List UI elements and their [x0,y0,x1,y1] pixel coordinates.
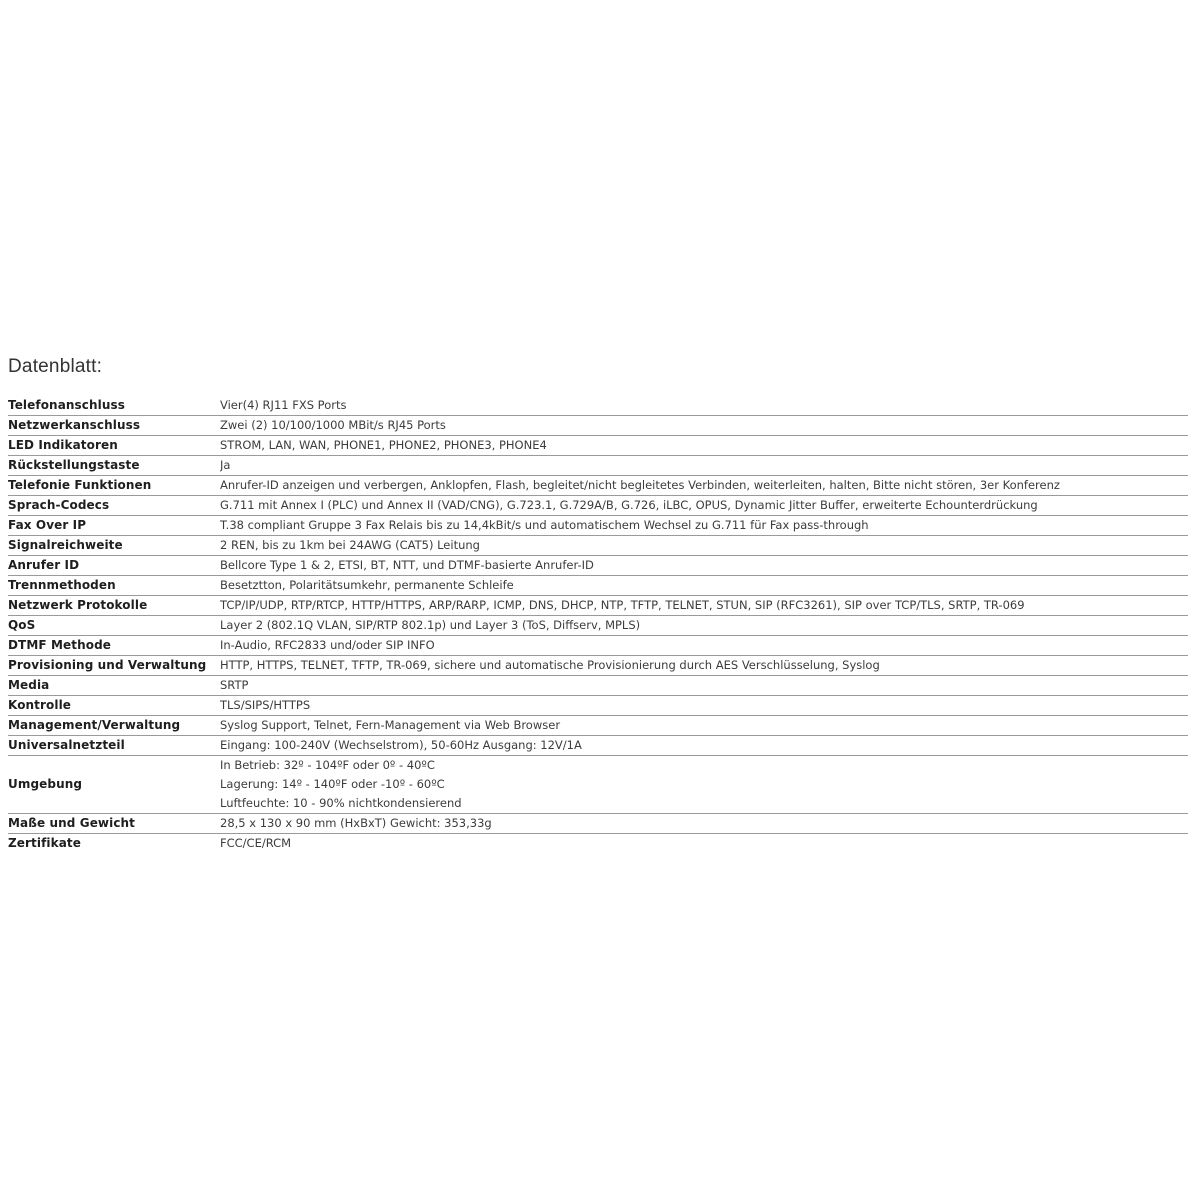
spec-value: 28,5 x 130 x 90 mm (HxBxT) Gewicht: 353,33g [220,814,1188,834]
spec-label: Sprach-Codecs [8,496,220,516]
spec-value: Zwei (2) 10/100/1000 MBit/s RJ45 Ports [220,416,1188,436]
spec-label: Kontrolle [8,696,220,716]
spec-value: SRTP [220,676,1188,696]
spec-label: DTMF Methode [8,636,220,656]
spec-value: HTTP, HTTPS, TELNET, TFTP, TR-069, sichere und automatische Provisionierung durch AES Verschlüsselung, Syslog [220,656,1188,676]
spec-row-signalreichweite [8,536,1188,556]
spec-value: T.38 compliant Gruppe 3 Fax Relais bis zu 14,4kBit/s und automatischem Wechsel zu G.711 für Fax pass-through [220,516,1188,536]
environment-line: Lagerung: 14º - 140ºF oder -10º - 60ºC [220,777,445,791]
spec-value: Anrufer-ID anzeigen und verbergen, Anklopfen, Flash, begleitet/nicht begleitetes Verbinden, weiterleiten, halten, Bitte nicht stören, 3er Konferenz [220,476,1188,496]
spec-label: QoS [8,616,220,636]
spec-label: Universalnetzteil [8,736,220,756]
spec-label: Rückstellungstaste [8,456,220,476]
spec-row-netzwerk-protokolle [8,596,1188,616]
spec-label: Netzwerkanschluss [8,416,220,436]
spec-value: TLS/SIPS/HTTPS [220,696,1188,716]
datasheet [8,354,1188,853]
spec-value: Besetztton, Polaritätsumkehr, permanente Schleife [220,576,1188,596]
spec-value: Eingang: 100-240V (Wechselstrom), 50-60Hz Ausgang: 12V/1A [220,736,1188,756]
spec-label: Netzwerk Protokolle [8,596,220,616]
spec-row-anrufer-id [8,556,1188,576]
spec-value: In-Audio, RFC2833 und/oder SIP INFO [220,636,1188,656]
spec-value: Syslog Support, Telnet, Fern-Management via Web Browser [220,716,1188,736]
spec-label: Fax Over IP [8,516,220,536]
spec-value [220,756,1188,814]
spec-row-rueckstellungstaste [8,456,1188,476]
spec-table [8,396,1188,853]
datasheet-title: Datenblatt: [8,356,103,377]
spec-value: FCC/CE/RCM [220,836,292,850]
spec-row-telefonanschluss [8,396,1188,416]
spec-label: Telefonanschluss [8,396,220,416]
spec-label: Telefonie Funktionen [8,476,220,496]
spec-label: Trennmethoden [8,576,220,596]
spec-row-management [8,716,1188,736]
spec-value: Layer 2 (802.1Q VLAN, SIP/RTP 802.1p) und Layer 3 (ToS, Diffserv, MPLS) [220,616,1188,636]
spec-label: Media [8,676,220,696]
spec-row-fax-over-ip [8,516,1188,536]
spec-value: Ja [220,456,1188,476]
spec-row-trennmethoden [8,576,1188,596]
spec-value: Bellcore Type 1 & 2, ETSI, BT, NTT, und DTMF-basierte Anrufer-ID [220,556,1188,576]
spec-row-led-indikatoren [8,436,1188,456]
spec-label: Management/Verwaltung [8,716,220,736]
spec-value: 2 REN, bis zu 1km bei 24AWG (CAT5) Leitung [220,536,1188,556]
spec-label: Anrufer ID [8,556,220,576]
spec-row-sprach-codecs [8,496,1188,516]
spec-row-media [8,676,1188,696]
spec-value: G.711 mit Annex I (PLC) und Annex II (VAD/CNG), G.723.1, G.729A/B, G.726, iLBC, OPUS, Dynamic Jitter Buffer, erweiterte Echounterdrückung [220,496,1188,516]
spec-row-dtmf-methode [8,636,1188,656]
spec-value: Vier(4) RJ11 FXS Ports [220,396,1188,416]
spec-row-umgebung [8,756,1188,814]
spec-row-netzwerkanschluss [8,416,1188,436]
spec-row-kontrolle [8,696,1188,716]
environment-line: In Betrieb: 32º - 104ºF oder 0º - 40ºC [220,758,435,772]
spec-row-telefonie-funktionen [8,476,1188,496]
spec-row-universalnetzteil [8,736,1188,756]
spec-label: Zertifikate [8,836,81,850]
spec-label: LED Indikatoren [8,436,220,456]
spec-value: TCP/IP/UDP, RTP/RTCP, HTTP/HTTPS, ARP/RARP, ICMP, DNS, DHCP, NTP, TFTP, TELNET, STUN, SIP (RFC3261), SIP over TCP/TLS, SRTP, TR-069 [220,596,1188,616]
spec-row-zertifikate [8,834,1188,854]
spec-value: STROM, LAN, WAN, PHONE1, PHONE2, PHONE3, PHONE4 [220,436,1188,456]
spec-label: Umgebung [8,756,220,814]
spec-label: Provisioning und Verwaltung [8,656,220,676]
spec-row-qos [8,616,1188,636]
spec-row-provisioning [8,656,1188,676]
spec-label: Signalreichweite [8,536,220,556]
environment-line: Luftfeuchte: 10 - 90% nichtkondensierend [220,796,462,810]
spec-label: Maße und Gewicht [8,814,220,834]
spec-row-masse-gewicht [8,814,1188,834]
